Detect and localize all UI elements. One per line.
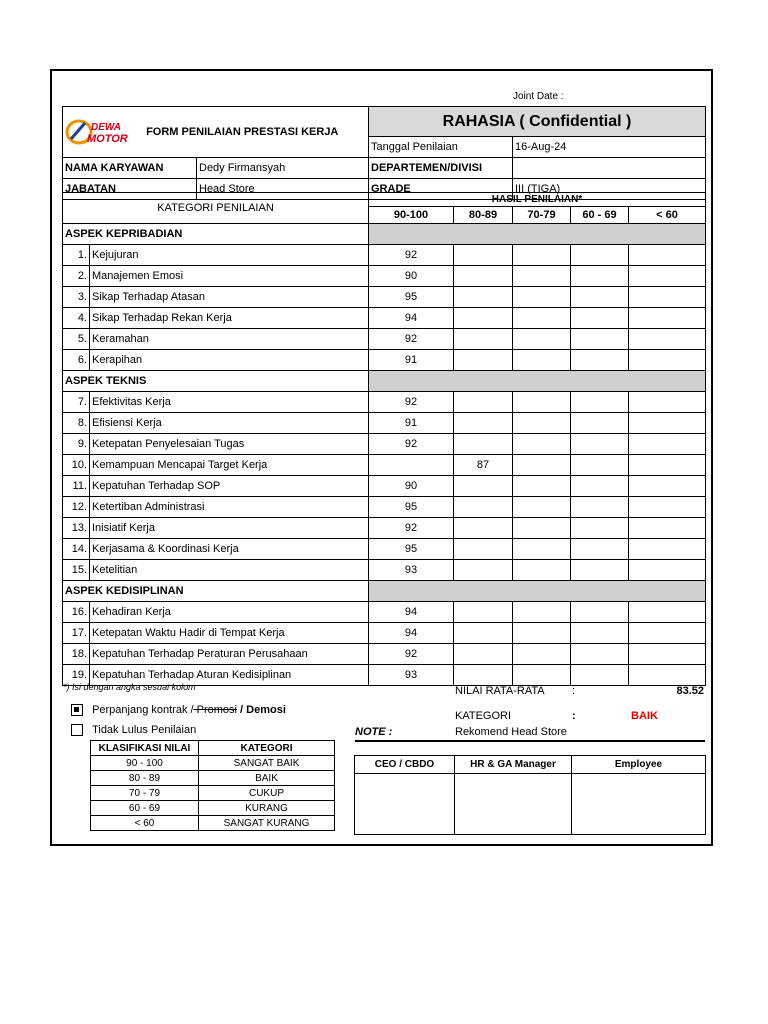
klasifikasi-range: < 60 [91, 816, 199, 831]
score-cell [513, 497, 571, 518]
score-cell [454, 266, 513, 287]
score-cell: 92 [369, 245, 454, 266]
score-cell [513, 266, 571, 287]
score-cell: 92 [369, 644, 454, 665]
score-cell: 94 [369, 602, 454, 623]
table-row [63, 476, 706, 497]
item-label: Sikap Terhadap Atasan [90, 287, 369, 308]
table-row [63, 623, 706, 644]
range-header: 90-100 [369, 207, 454, 224]
score-cell [454, 476, 513, 497]
score-cell [513, 329, 571, 350]
score-cell [629, 308, 706, 329]
score-cell [571, 434, 629, 455]
item-label: Ketepatan Waktu Hadir di Tempat Kerja [90, 623, 369, 644]
nama-label: NAMA KARYAWAN [63, 158, 197, 179]
item-label: Kepatuhan Terhadap Peraturan Perusahaan [90, 644, 369, 665]
score-cell [513, 287, 571, 308]
table-row [63, 266, 706, 287]
klasifikasi-row [91, 756, 335, 771]
score-cell [513, 455, 571, 476]
item-number: 15. [63, 560, 90, 581]
score-cell [629, 245, 706, 266]
item-label: Inisiatif Kerja [90, 518, 369, 539]
score-cell [571, 287, 629, 308]
kategori-colon: : [572, 710, 576, 722]
score-cell [571, 245, 629, 266]
score-cell [513, 623, 571, 644]
score-cell: 94 [369, 623, 454, 644]
item-label: Kepatuhan Terhadap Aturan Kedisiplinan [90, 665, 369, 686]
klasifikasi-header: KATEGORI [199, 741, 335, 756]
item-label: Efektivitas Kerja [90, 392, 369, 413]
note-value: Rekomend Head Store [455, 726, 567, 738]
score-cell [629, 518, 706, 539]
tanggal-value: 16-Aug-24 [513, 137, 706, 158]
score-cell [629, 644, 706, 665]
grade-label: GRADE [369, 179, 513, 200]
item-number: 9. [63, 434, 90, 455]
range-header: 70-79 [513, 207, 571, 224]
kategori-value: BAIK [631, 710, 658, 722]
table-row [63, 350, 706, 371]
item-number: 7. [63, 392, 90, 413]
score-cell [629, 497, 706, 518]
table-row [63, 245, 706, 266]
nama-value: Dedy Firmansyah [197, 158, 369, 179]
item-label: Efisiensi Kerja [90, 413, 369, 434]
score-cell [571, 497, 629, 518]
tidak-lulus-label: Tidak Lulus Penilaian [92, 724, 197, 736]
score-cell [454, 287, 513, 308]
item-number: 1. [63, 245, 90, 266]
item-label: Kerapihan [90, 350, 369, 371]
demosi-label: / Demosi [236, 704, 286, 716]
score-cell: 93 [369, 665, 454, 686]
item-number: 3. [63, 287, 90, 308]
jabatan-label: JABATAN [63, 179, 197, 200]
item-label: Kehadiran Kerja [90, 602, 369, 623]
table-row [63, 602, 706, 623]
score-cell [454, 539, 513, 560]
score-cell [454, 497, 513, 518]
score-cell [571, 623, 629, 644]
footnote: *) Isi dengan angka sesuai kolom [63, 682, 196, 692]
item-number: 16. [63, 602, 90, 623]
klasifikasi-category: CUKUP [199, 786, 335, 801]
score-cell [513, 245, 571, 266]
klasifikasi-range: 70 - 79 [91, 786, 199, 801]
section-title: ASPEK KEDISIPLINAN [63, 581, 369, 602]
tidak-lulus-option[interactable] [71, 724, 196, 736]
item-number: 5. [63, 329, 90, 350]
score-cell [629, 350, 706, 371]
item-label: Manajemen Emosi [90, 266, 369, 287]
table-row [63, 413, 706, 434]
score-cell [571, 476, 629, 497]
section-row [63, 224, 706, 245]
section-row [63, 581, 706, 602]
klasifikasi-range: 60 - 69 [91, 801, 199, 816]
score-cell [571, 392, 629, 413]
score-cell [571, 455, 629, 476]
jabatan-value: Head Store [197, 179, 369, 200]
score-cell [629, 665, 706, 686]
table-row [63, 518, 706, 539]
score-cell [629, 392, 706, 413]
item-label: Ketelitian [90, 560, 369, 581]
score-cell [571, 413, 629, 434]
dewa-motor-logo [65, 115, 135, 149]
title-cell [63, 107, 369, 158]
score-cell [629, 476, 706, 497]
score-cell [571, 329, 629, 350]
item-number: 12. [63, 497, 90, 518]
tidak-lulus-checkbox[interactable] [71, 724, 83, 736]
score-cell [513, 665, 571, 686]
item-label: Kemampuan Mencapai Target Kerja [90, 455, 369, 476]
score-cell [629, 602, 706, 623]
section-fill [369, 224, 706, 245]
table-row [63, 455, 706, 476]
score-cell: 95 [369, 497, 454, 518]
klasifikasi-category: KURANG [199, 801, 335, 816]
table-row [63, 287, 706, 308]
table-row [63, 539, 706, 560]
klasifikasi-range: 80 - 89 [91, 771, 199, 786]
score-cell [571, 644, 629, 665]
signature-role: CEO / CBDO [355, 756, 455, 774]
score-cell [454, 602, 513, 623]
score-cell [513, 476, 571, 497]
score-cell [629, 623, 706, 644]
score-cell [513, 413, 571, 434]
score-cell [513, 518, 571, 539]
item-label: Kejujuran [90, 245, 369, 266]
item-number: 10. [63, 455, 90, 476]
header-table [62, 106, 706, 200]
klasifikasi-row [91, 786, 335, 801]
signature-box[interactable] [455, 774, 572, 835]
score-cell: 90 [369, 266, 454, 287]
score-cell [513, 434, 571, 455]
score-cell [571, 560, 629, 581]
score-cell [629, 539, 706, 560]
score-cell [513, 539, 571, 560]
avg-label: NILAI RATA-RATA [455, 685, 545, 697]
item-number: 4. [63, 308, 90, 329]
score-cell: 94 [369, 308, 454, 329]
score-cell: 92 [369, 434, 454, 455]
table-row [63, 434, 706, 455]
klasifikasi-row [91, 771, 335, 786]
form-title: FORM PENILAIAN PRESTASI KERJA [146, 125, 339, 138]
score-cell [513, 350, 571, 371]
section-fill [369, 581, 706, 602]
score-cell [454, 644, 513, 665]
range-header: 60 - 69 [571, 207, 629, 224]
confidential-title: RAHASIA ( Confidential ) [369, 107, 706, 137]
table-row [63, 497, 706, 518]
klasifikasi-row [91, 816, 335, 831]
item-label: Ketepatan Penyelesaian Tugas [90, 434, 369, 455]
score-cell [454, 245, 513, 266]
score-cell: 91 [369, 413, 454, 434]
score-cell [454, 665, 513, 686]
score-cell [629, 413, 706, 434]
score-cell [629, 455, 706, 476]
score-cell [454, 434, 513, 455]
perpanjang-label: Perpanjang kontrak / [92, 704, 194, 716]
svg-text:DEWA: DEWA [91, 122, 121, 133]
score-cell: 92 [369, 329, 454, 350]
note-divider [355, 740, 705, 742]
perpanjang-checkbox[interactable] [71, 704, 83, 716]
section-title: ASPEK KEPRIBADIAN [63, 224, 369, 245]
table-row [63, 560, 706, 581]
score-cell [513, 308, 571, 329]
avg-colon: : [572, 685, 576, 697]
item-label: Keramahan [90, 329, 369, 350]
klasifikasi-category: BAIK [199, 771, 335, 786]
item-number: 2. [63, 266, 90, 287]
score-cell [454, 329, 513, 350]
score-cell [513, 602, 571, 623]
range-header: < 60 [629, 207, 706, 224]
score-cell [454, 623, 513, 644]
grade-value: III (TIGA) [513, 179, 706, 200]
score-cell [571, 518, 629, 539]
score-cell [571, 266, 629, 287]
table-row [63, 392, 706, 413]
score-cell [571, 308, 629, 329]
item-label: Kepatuhan Terhadap SOP [90, 476, 369, 497]
hasil-header: HASIL PENILAIAN* [369, 193, 706, 207]
signature-box[interactable] [572, 774, 706, 835]
item-number: 13. [63, 518, 90, 539]
section-row [63, 371, 706, 392]
score-cell: 87 [454, 455, 513, 476]
signature-table [354, 755, 706, 835]
klasifikasi-category: SANGAT BAIK [199, 756, 335, 771]
table-row [63, 329, 706, 350]
signature-role: Employee [572, 756, 706, 774]
score-cell [629, 560, 706, 581]
score-cell [571, 602, 629, 623]
svg-text:MOTOR: MOTOR [87, 133, 128, 145]
score-cell: 93 [369, 560, 454, 581]
table-row [63, 308, 706, 329]
table-row [63, 644, 706, 665]
section-fill [369, 371, 706, 392]
item-number: 6. [63, 350, 90, 371]
score-cell [629, 434, 706, 455]
klasifikasi-header: KLASIFIKASI NILAI [91, 741, 199, 756]
item-number: 11. [63, 476, 90, 497]
score-cell [571, 665, 629, 686]
klasifikasi-category: SANGAT KURANG [199, 816, 335, 831]
item-number: 14. [63, 539, 90, 560]
score-cell [454, 308, 513, 329]
item-label: Ketertiban Administrasi [90, 497, 369, 518]
score-cell [369, 455, 454, 476]
score-cell: 95 [369, 287, 454, 308]
score-cell [629, 329, 706, 350]
signature-role: HR & GA Manager [455, 756, 572, 774]
score-cell: 90 [369, 476, 454, 497]
promosi-label: Promosi [193, 704, 237, 716]
score-cell [513, 392, 571, 413]
score-cell [571, 539, 629, 560]
score-cell [571, 350, 629, 371]
perpanjang-option[interactable] [71, 704, 286, 716]
score-cell [454, 413, 513, 434]
score-cell [454, 392, 513, 413]
score-cell [513, 560, 571, 581]
score-cell: 95 [369, 539, 454, 560]
score-cell [513, 644, 571, 665]
score-cell [454, 518, 513, 539]
score-cell [629, 266, 706, 287]
klasifikasi-table [90, 740, 335, 831]
item-number: 8. [63, 413, 90, 434]
tanggal-label: Tanggal Penilaian [369, 137, 513, 158]
avg-value: 83.52 [676, 685, 704, 697]
note-label: NOTE : [355, 726, 393, 738]
item-number: 19. [63, 665, 90, 686]
score-cell: 91 [369, 350, 454, 371]
score-cell [454, 350, 513, 371]
score-cell: 92 [369, 518, 454, 539]
score-table [62, 192, 706, 686]
score-cell [629, 287, 706, 308]
kategori-header: KATEGORI PENILAIAN [63, 193, 369, 224]
signature-box[interactable] [355, 774, 455, 835]
item-number: 18. [63, 644, 90, 665]
score-cell: 92 [369, 392, 454, 413]
dept-value [513, 158, 706, 179]
score-cell [454, 560, 513, 581]
item-label: Kerjasama & Koordinasi Kerja [90, 539, 369, 560]
logo-swoosh-icon [65, 115, 135, 149]
klasifikasi-range: 90 - 100 [91, 756, 199, 771]
item-number: 17. [63, 623, 90, 644]
item-label: Sikap Terhadap Rekan Kerja [90, 308, 369, 329]
dept-label: DEPARTEMEN/DIVISI [369, 158, 513, 179]
section-title: ASPEK TEKNIS [63, 371, 369, 392]
range-header: 80-89 [454, 207, 513, 224]
kategori-label: KATEGORI [455, 710, 512, 722]
joint-date-label: Joint Date : [513, 91, 564, 102]
klasifikasi-row [91, 801, 335, 816]
